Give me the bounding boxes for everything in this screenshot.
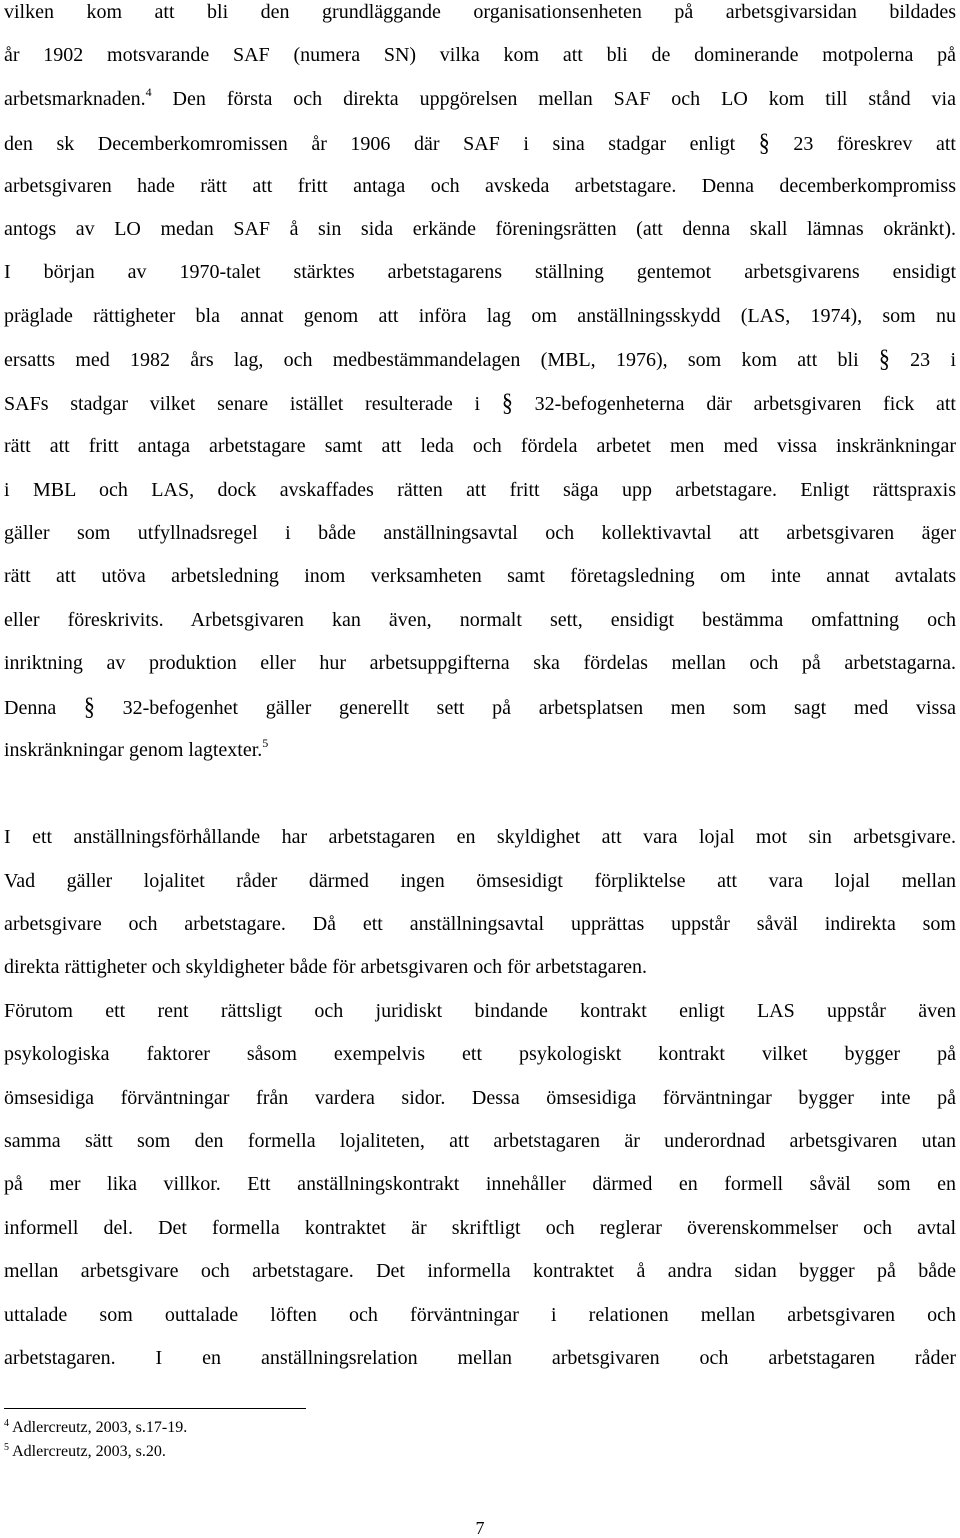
text-line: Vad gäller lojalitet råder därmed ingen ömsesidigt förpliktelse att vara lojal mellan [4, 870, 956, 892]
text-line: direkta rättigheter och skyldigheter både för arbetsgivaren och för arbetstagaren. [4, 956, 648, 978]
text-line [4, 344, 956, 373]
footnote-text: Adlercreutz, 2003, s.20. [12, 1443, 166, 1460]
footnote-separator [4, 1408, 306, 1409]
text-line: ömsesidiga förväntningar från vardera sidor. Dessa ömsesidiga förväntningar bygger inte på [4, 1087, 956, 1109]
text-line: präglade rättigheter bla annat genom att införa lag om anställningsskydd (LAS, 1974), som nu [4, 305, 956, 327]
text-segment: 32-befogenheterna där arbetsgivaren fick att [512, 393, 956, 415]
text-line [4, 738, 956, 762]
text-segment: ersatts med 1982 års lag, och medbestämmandelagen (MBL, 1976), som kom att bli [4, 349, 879, 371]
text-line: rätt att utöva arbetsledning inom verksamheten samt företagsledning om inte annat avtalats [4, 565, 956, 587]
text-line [4, 128, 956, 157]
text-line: arbetstagaren. I en anställningsrelation mellan arbetsgivaren och arbetstagaren råder [4, 1347, 956, 1369]
footnote-number: 5 [4, 1442, 9, 1453]
footnote [4, 1418, 187, 1438]
text-line: arbetsgivaren hade rätt att fritt antaga och avskeda arbetstagare. Denna decemberkompromiss [4, 175, 956, 197]
section-sign: § [878, 344, 890, 373]
text-segment: 32-befogenhet gäller generellt sett på arbetsplatsen men som sagt med vissa [94, 697, 956, 719]
text-line: vilken kom att bli den grundläggande organisationsenheten på arbetsgivarsidan bildades [4, 1, 956, 23]
text-line: gäller som utfyllnadsregel i både anställningsavtal och kollektivavtal att arbetsgivaren äger [4, 522, 956, 544]
text-segment: arbetsmarknaden. [4, 88, 146, 110]
text-line: I ett anställningsförhållande har arbetstagaren en skyldighet att vara lojal mot sin arbetsgivare. [4, 826, 956, 848]
text-line: informell del. Det formella kontraktet är skriftligt och reglerar överenskommelser och avtal [4, 1217, 956, 1239]
text-line: antogs av LO medan SAF å sin sida erkände föreningsrätten (att denna skall lämnas okränkt). [4, 218, 956, 240]
section-sign: § [83, 692, 95, 721]
text-segment: inskränkningar genom lagtexter. [4, 739, 263, 761]
footnote [4, 1442, 166, 1462]
page-number: 7 [475, 1518, 485, 1538]
text-line: Förutom ett rent rättsligt och juridiskt bindande kontrakt enligt LAS uppstår även [4, 1000, 956, 1022]
footnote-ref: 4 [145, 85, 152, 99]
text-segment: 23 föreskrev att [769, 133, 956, 155]
text-line [4, 388, 956, 417]
text-line: i MBL och LAS, dock avskaffades rätten att fritt säga upp arbetstagare. Enligt rättspraxis [4, 479, 956, 501]
text-line: eller föreskrivits. Arbetsgivaren kan även, normalt sett, ensidigt bestämma omfattning och [4, 609, 956, 631]
section-sign: § [758, 128, 770, 157]
text-segment: Denna [4, 697, 84, 719]
footnote-text: Adlercreutz, 2003, s.17-19. [12, 1419, 188, 1436]
text-line: arbetsgivare och arbetstagare. Då ett anställningsavtal upprättas uppstår såväl indirekta som [4, 913, 956, 935]
section-sign: § [501, 388, 513, 417]
text-line: på mer lika villkor. Ett anställningskontrakt innehåller därmed en formell såväl som en [4, 1173, 956, 1195]
text-line: inriktning av produktion eller hur arbetsuppgifterna ska fördelas mellan och på arbetstagarna. [4, 652, 956, 674]
text-line: uttalade som outtalade löften och förväntningar i relationen mellan arbetsgivaren och [4, 1304, 956, 1326]
text-line [4, 692, 956, 721]
footnote-number: 4 [4, 1418, 9, 1429]
text-segment: den sk Decemberkomromissen år 1906 där SAF i sina stadgar enligt [4, 133, 759, 155]
text-line [4, 87, 956, 111]
text-line: mellan arbetsgivare och arbetstagare. Det informella kontraktet å andra sidan bygger på både [4, 1260, 956, 1282]
text-line: år 1902 motsvarande SAF (numera SN) vilka kom att bli de dominerande motpolerna på [4, 44, 956, 66]
text-line: psykologiska faktorer såsom exempelvis ett psykologiskt kontrakt vilket bygger på [4, 1043, 956, 1065]
text-segment: 23 i [889, 349, 956, 371]
text-segment: SAFs stadgar vilket senare istället resulterade i [4, 393, 502, 415]
footnote-ref: 5 [262, 736, 269, 750]
text-segment: Den första och direkta uppgörelsen mellan SAF och LO kom till stånd via [151, 88, 956, 110]
text-line: I början av 1970-talet stärktes arbetstagarens ställning gentemot arbetsgivarens ensidigt [4, 261, 956, 283]
text-line: samma sätt som den formella lojaliteten, att arbetstagaren är underordnad arbetsgivaren utan [4, 1130, 956, 1152]
text-line: rätt att fritt antaga arbetstagare samt att leda och fördela arbetet men med vissa inskränkningar [4, 435, 956, 457]
